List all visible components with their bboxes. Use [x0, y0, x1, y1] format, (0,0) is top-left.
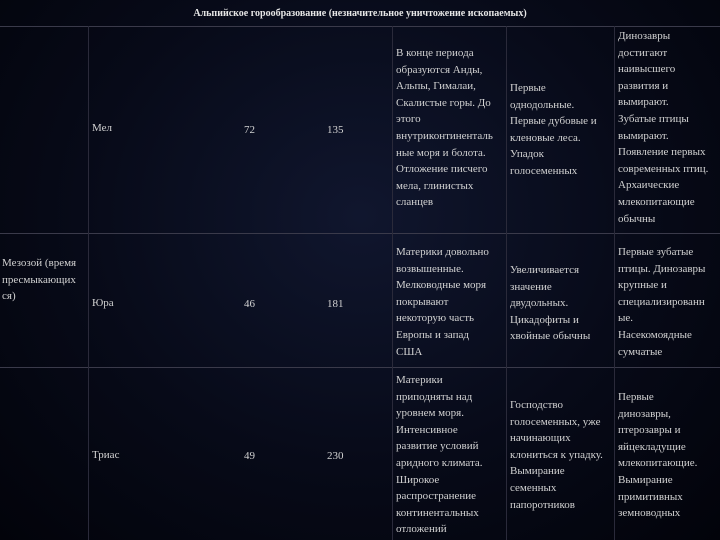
period-duration: 46: [244, 298, 255, 310]
period-start: 230: [327, 450, 344, 462]
column-divider: [614, 26, 615, 540]
period-name: Триас: [92, 449, 120, 461]
animals-cell: Динозавры достигают наивысшего развития и вымирают. Зубатые птицы вымирают. Появление первых современных птиц. Архаические млекопитающие обычны: [618, 30, 709, 225]
column-divider: [88, 26, 89, 540]
plants-cell: Первые однодольные. Первые дубовые и кленовые леса. Упадок голосеменных: [510, 82, 597, 177]
period-start: 135: [327, 124, 344, 136]
geology-cell: Материки довольно возвышенные. Мелководные моря покрывают некоторую часть Европы и запад США: [396, 246, 489, 358]
period-duration: 72: [244, 124, 255, 136]
animals-cell: Первые динозавры, птерозавры и яйцекладущие млекопитающие. Вымирание примитивных земноводных: [618, 391, 698, 520]
row-divider: [0, 233, 720, 234]
period-start: 181: [327, 298, 344, 310]
period-name: Юра: [92, 297, 114, 309]
row-divider: [0, 367, 720, 368]
table-title: Альпийское горообразование (незначительное уничтожение ископаемых): [0, 0, 720, 27]
animals-cell: Первые зубатые птицы. Динозавры крупные и специализированн ые. Насекомоядные сумчатые: [618, 246, 706, 358]
plants-cell: Господство голосеменных, уже начинающих клониться к упадку. Вымирание семенных папоротников: [510, 399, 603, 511]
column-divider: [506, 26, 507, 540]
period-name: Мел: [92, 122, 113, 134]
plants-cell: Увеличивается значение двудольных. Цикадофиты и хвойные обычны: [510, 264, 591, 343]
column-divider: [392, 26, 393, 540]
geology-cell: В конце периода образуются Анды, Альпы, Гималаи, Скалистые горы. До этого внутриконтиненталь ные моря и болота. Отложение писчего мела, глинистых сланцев: [396, 47, 493, 209]
period-duration: 49: [244, 450, 255, 462]
geology-cell: Материки приподняты над уровнем моря. Интенсивное развитие условий аридного климата. Широкое распространение континентальных отложений: [396, 374, 483, 536]
era-label: Мезозой (время пресмыкающих ся): [2, 257, 77, 303]
